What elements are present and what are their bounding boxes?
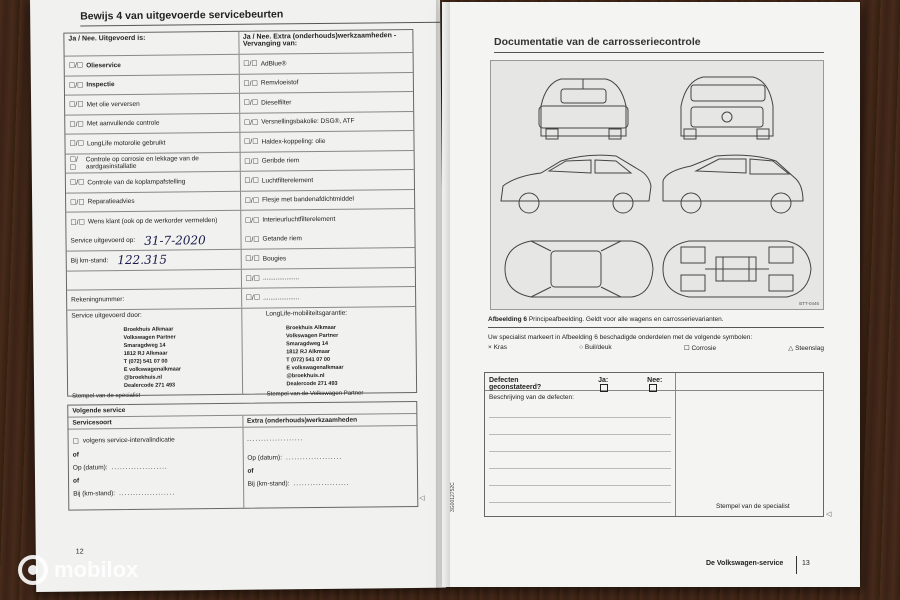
invoice-cell <box>67 289 241 309</box>
header-extra-work: Ja / Nee. Extra (onderhouds)werkzaamheden - Vervanging van: <box>238 30 413 54</box>
caption-text: Principeafbeelding. Geldt voor alle wagens en carrosserievarianten. <box>528 316 724 323</box>
symbol-scratch: × Kras <box>488 344 507 351</box>
instruction-text: Uw specialist markeert in Afbeelding 6 beschadigde onderdelen met de volgende symbolen: <box>488 334 753 341</box>
checkbox-pair: ☐/☐ <box>69 156 78 172</box>
extra-work-item-label: Dieselfilter <box>261 99 292 107</box>
diagram-id: BTT-0446 <box>799 301 819 306</box>
table-row <box>69 426 418 510</box>
indicator-label: volgens service-intervalindicatie <box>82 436 175 445</box>
blank-line: .................... <box>263 293 300 302</box>
performed-item-label: Reparatieadvies <box>87 198 135 206</box>
or-label: of <box>247 467 254 475</box>
stamp-line: Volkswagen Partner <box>123 333 176 341</box>
performed-by-label: Service uitgevoerd door: <box>71 311 142 320</box>
dots: .................... <box>285 453 343 462</box>
table-cell <box>65 74 239 94</box>
page-number: 13 <box>802 560 810 567</box>
description-label: Beschrijving van de defecten: <box>489 394 574 401</box>
km-handwritten: 122.315 <box>117 252 168 268</box>
table-cell <box>66 211 240 232</box>
table-cell <box>240 228 415 248</box>
defects-question: Defecten geconstateerd? <box>489 377 542 391</box>
km-label: Bij (km-stand): <box>247 480 290 488</box>
checkbox-pair: ☐/☐ <box>245 275 260 283</box>
service-date-cell <box>66 230 240 250</box>
page-title: Bewijs 4 van uitgevoerde servicebeurten <box>80 8 284 23</box>
watermark-text: mobilox <box>54 557 139 582</box>
longlife-label: LongLife-mobiliteitsgarantie: <box>265 309 348 318</box>
table-cell <box>240 189 415 209</box>
performed-item-label: Controle van de koplampafstelling <box>87 178 186 187</box>
extra-work-item-label: AdBlue® <box>260 60 287 68</box>
page-number: 12 <box>75 548 84 556</box>
stamp-line: T (072) 541 07 00 <box>123 358 168 365</box>
extra-work-header: Extra (onderhouds)werkzaamheden <box>242 414 417 427</box>
table-cell <box>238 72 413 92</box>
stamp-line: Dealercode 271 493 <box>124 382 176 389</box>
table-cell <box>65 55 239 75</box>
car-side-view-left <box>501 155 651 213</box>
title-rule <box>80 22 440 27</box>
header-performed: Ja / Nee. Uitgevoerd is: <box>68 34 146 43</box>
dots: .................... <box>119 489 176 498</box>
performed-item-label: Olieservice <box>86 61 121 70</box>
document-code: 3G0012752C <box>450 482 456 512</box>
defects-header <box>485 373 823 391</box>
checkbox-pair: ☐/☐ <box>69 140 85 148</box>
checkbox-pair: ☐/☐ <box>244 197 260 205</box>
checkbox-pair: ☐/☐ <box>69 179 85 187</box>
invoice-label: Rekeningnummer: <box>71 295 125 304</box>
checkbox-pair: ☐/☐ <box>70 219 85 227</box>
dots: .................... <box>293 479 350 488</box>
table-cell <box>239 150 414 170</box>
table-cell <box>240 267 415 287</box>
extra-work-item-label: Flesje met bandenafdichtmiddel <box>262 195 354 204</box>
service-date-label: Service uitgevoerd op: <box>70 237 136 245</box>
table-cell <box>241 287 416 307</box>
table-cell <box>65 133 239 153</box>
stamp-line: E volkswagenalkmaar <box>123 365 182 373</box>
stamp-line: E volkswagenalkmaar <box>286 364 344 371</box>
checkbox-pair: ☐/☐ <box>243 99 259 108</box>
extra-work-item-label: Luchtfilterelement <box>261 176 314 185</box>
triangle-icon: ◁ <box>826 511 832 518</box>
dots: .................... <box>247 435 304 443</box>
dealer-stamp <box>286 323 344 388</box>
date-label: Op (datum): <box>247 454 283 462</box>
caption-label: Afbeelding 6 <box>488 316 528 323</box>
extra-work-item-label: Haldex-koppeling: olie <box>261 137 326 146</box>
stamp-line: T (072) 541 07 00 <box>286 356 331 363</box>
table-cell <box>239 131 414 151</box>
title-rule <box>494 52 824 53</box>
table-cell <box>240 209 415 230</box>
table-cell <box>65 113 239 133</box>
table-cell <box>66 152 240 172</box>
extra-work-item-label: Versnellingsbakolie: DSG®, ATF <box>261 117 355 126</box>
checkbox-pair: ☐/☐ <box>244 217 260 225</box>
table-cell <box>242 426 417 508</box>
km-label: Bij (km-stand): <box>73 490 116 498</box>
triangle-icon: ◁ <box>419 494 425 502</box>
yes-label: Ja: <box>598 377 609 384</box>
footer-section-title: De Volkswagen-service <box>706 560 784 567</box>
car-underbody-view <box>663 241 811 297</box>
dots: .................... <box>111 463 168 472</box>
service-type-header: Servicesoort <box>72 419 112 427</box>
page-title: Documentatie van de carrosseriecontrole <box>494 36 701 48</box>
car-top-view <box>505 241 653 297</box>
stamp-line: @broekhuis.nl <box>286 372 325 379</box>
extra-row-label: Bougies <box>262 255 287 263</box>
car-outline-drawing <box>491 61 825 311</box>
caption-rule <box>488 327 824 328</box>
watermark <box>18 555 138 585</box>
table-cell <box>239 170 414 190</box>
checkbox-pair: ☐/☐ <box>243 60 258 69</box>
performed-item-label: LongLife motorolie gebruikt <box>86 139 166 148</box>
checkbox-pair: ☐/☐ <box>69 121 84 129</box>
stamp-cell-right <box>241 306 416 398</box>
service-date-handwritten: 31-7-2020 <box>144 232 206 248</box>
performed-item-label: Met olie verversen <box>86 100 140 109</box>
checkbox-pair: ☐/☐ <box>68 62 84 70</box>
book-spine <box>436 0 450 590</box>
stamp-line: Smaragdweg 14 <box>123 342 166 349</box>
defects-table <box>484 372 824 517</box>
stamp-line: Broekhuis Alkmaar <box>285 324 336 331</box>
stamp-caption: Stempel van de specialist <box>716 503 790 510</box>
date-label: Op (datum): <box>72 464 108 472</box>
car-rear-view <box>539 79 628 139</box>
symbol-stone-chip: △ Steenslag <box>788 345 824 352</box>
table-cell <box>67 269 241 289</box>
stamp-caption: Stempel van de Volkswagen Partner <box>266 390 364 398</box>
checkbox-pair: ☐/☐ <box>68 82 84 90</box>
checkbox-pair: ☐/☐ <box>244 158 259 166</box>
checkbox-pair: ☐/☐ <box>244 177 259 186</box>
km-cell <box>67 250 241 270</box>
performed-item-label: Controle op corrosie en lekkage van de aardgasinstallatie <box>85 154 199 171</box>
performed-item-label: Met aanvullende controle <box>86 119 160 128</box>
stamp-row <box>67 306 416 400</box>
next-service-title: Volgende service <box>72 407 126 415</box>
table-cell <box>69 428 243 510</box>
symbol-dent: ○ Buil/deuk <box>579 344 612 351</box>
performed-item-label: Inspectie <box>86 81 115 89</box>
stamp-line: 1812 RJ Alkmaar <box>123 350 168 357</box>
checkbox-pair: ☐/☐ <box>245 255 260 264</box>
next-service-table <box>67 401 418 511</box>
left-page <box>30 0 446 592</box>
table-cell <box>238 53 413 73</box>
no-label: Nee: <box>647 377 663 384</box>
stamp-line: @broekhuis.nl <box>123 374 163 381</box>
right-page <box>442 2 860 587</box>
description-lines <box>489 401 671 503</box>
damage-symbols <box>488 344 824 352</box>
table-cell <box>66 191 240 211</box>
checkbox-pair: ☐/☐ <box>243 138 259 147</box>
car-side-view-right <box>663 155 803 213</box>
table-cell <box>66 172 240 192</box>
car-front-view <box>681 77 773 139</box>
extra-row-label: Getande riem <box>262 235 302 243</box>
km-label: Bij km-stand: <box>70 256 109 265</box>
checkbox: ☐ <box>72 438 79 446</box>
stamp-line: Broekhuis Alkmaar <box>123 326 174 333</box>
checkbox-pair: ☐/☐ <box>70 199 85 207</box>
checkbox-pair: ☐/☐ <box>69 101 84 109</box>
stamp-line: Smaragdweg 14 <box>286 340 329 347</box>
or-label: of <box>73 477 80 485</box>
stamp-line: 1812 RJ Alkmaar <box>286 348 331 355</box>
or-label: of <box>72 451 79 459</box>
stamp-caption: Stempel van de specialist <box>72 392 141 400</box>
blank-line: .................... <box>262 274 300 282</box>
table-cell <box>65 94 239 114</box>
car-body-diagram <box>490 60 824 310</box>
defects-body <box>485 391 823 516</box>
stamp-line: Volkswagen Partner <box>285 332 339 339</box>
figure-caption <box>488 316 724 323</box>
extra-work-item-label: Interieurluchtfilterelement <box>262 216 336 224</box>
stamp-line: Dealercode 271 493 <box>286 380 338 387</box>
service-table <box>63 29 417 400</box>
table-cell <box>239 111 414 131</box>
checkbox-pair: ☐/☐ <box>243 80 258 88</box>
table-cell <box>238 92 413 112</box>
performed-item-label: Wens klant (ook op de werkorder vermelden) <box>87 217 218 226</box>
checkbox-pair: ☐/☐ <box>243 119 259 127</box>
checkbox-pair: ☐/☐ <box>244 236 260 244</box>
extra-work-item-label: Remvloeistof <box>260 79 299 87</box>
symbol-corrosion: ☐ Corrosie <box>683 345 717 352</box>
dealer-stamp <box>123 325 181 390</box>
table-cell <box>240 248 415 268</box>
footer-divider <box>796 556 797 574</box>
extra-work-item-label: Geribde riem <box>261 157 300 165</box>
mobilox-logo-icon <box>18 555 48 585</box>
stamp-cell-left <box>67 308 241 400</box>
checkbox-pair: ☐/☐ <box>245 294 261 303</box>
